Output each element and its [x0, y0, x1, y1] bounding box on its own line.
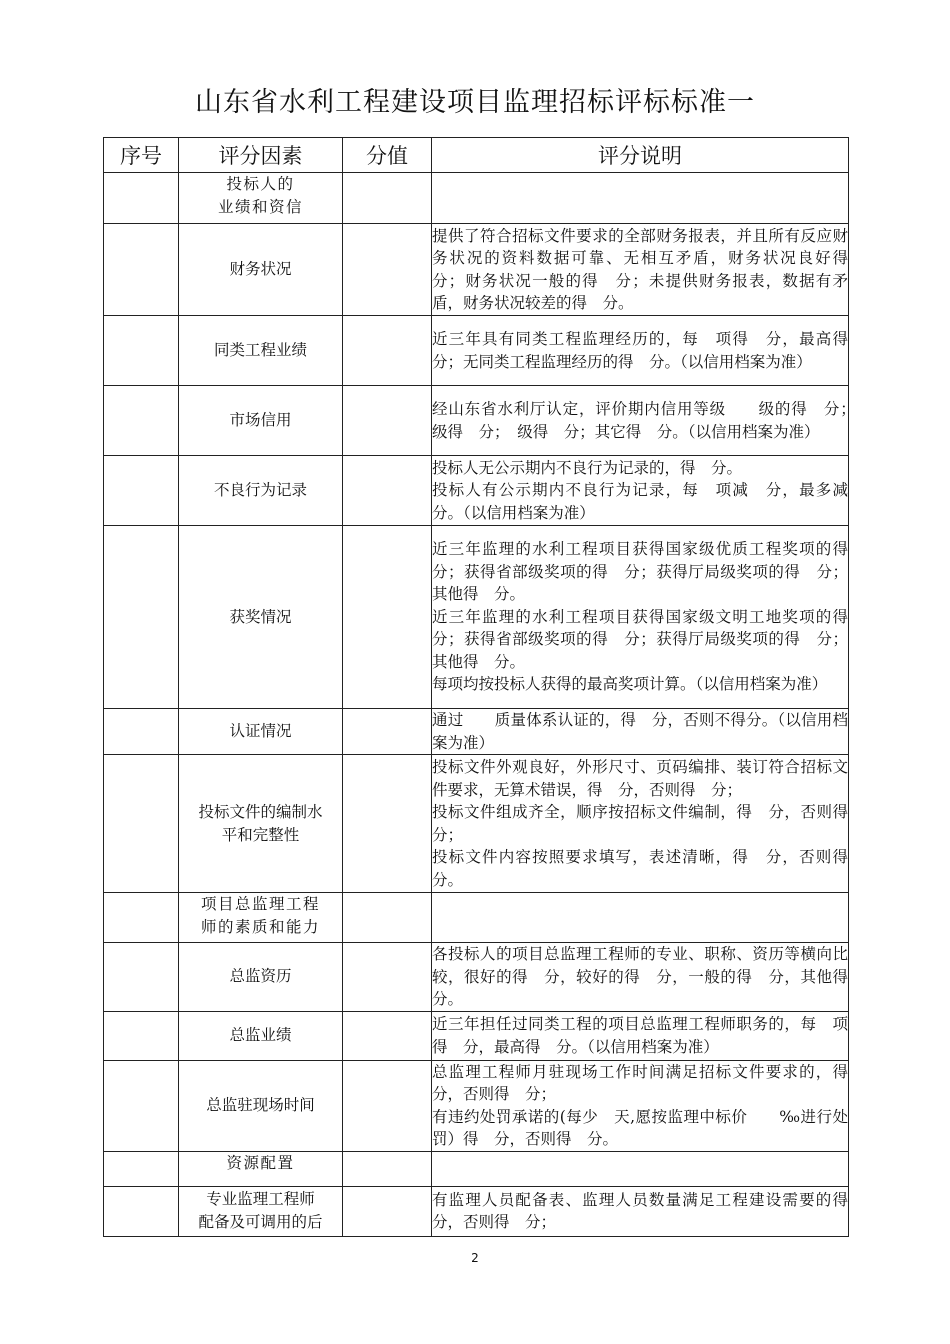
- description-cell: [432, 173, 849, 224]
- factor-cell: [179, 526, 343, 709]
- table-row: [104, 173, 849, 224]
- table-row: [104, 224, 849, 316]
- score-cell: [343, 755, 432, 893]
- description-cell: [432, 386, 864, 456]
- description-cell: [432, 709, 849, 755]
- seq-cell: [104, 1060, 179, 1151]
- description-cell: [432, 526, 864, 709]
- table-row: [104, 1060, 849, 1151]
- factor-line: 项目总监理工程: [200, 895, 320, 913]
- factor-line: 获奖情况: [229, 607, 292, 626]
- table-row: [104, 1186, 849, 1236]
- seq-cell: [104, 173, 179, 224]
- seq-cell: [104, 526, 179, 709]
- description-paragraph: 投标文件外观良好，外形尺寸、页码编排、装订符合招标文件要求，无算术错误，得 分，否则得 分；: [432, 758, 848, 799]
- factor-cell: [179, 755, 343, 893]
- description-cell: [432, 224, 864, 316]
- table-row: [104, 456, 849, 526]
- table-row: [104, 709, 849, 755]
- seq-cell: [104, 893, 179, 943]
- factor-line: 专业监理工程师: [206, 1190, 315, 1208]
- factor-cell: [179, 456, 343, 526]
- factor-line: 同类工程业绩: [213, 341, 307, 359]
- factor-line: 财务状况: [229, 260, 292, 278]
- factor-line: 认证情况: [229, 722, 292, 740]
- score-cell: [343, 316, 432, 386]
- section-heading-cell: [179, 893, 343, 943]
- description-paragraph: 投标文件组成齐全，顺序按招标文件编制，得 分，否则得 分；: [432, 803, 864, 844]
- header-desc: 评分说明: [432, 138, 849, 173]
- factor-line: 总监驻现场时间: [206, 1096, 315, 1114]
- seq-cell: [104, 709, 179, 755]
- factor-line: 师的素质和能力: [200, 918, 320, 936]
- score-cell: [343, 386, 432, 456]
- table-row: [104, 943, 849, 1012]
- factor-line: 配备及可调用的后: [198, 1213, 323, 1231]
- score-cell: [343, 224, 432, 316]
- description-paragraph: 每项均按投标人获得的最高奖项计算。（以信用档案为准）: [432, 675, 828, 694]
- description-cell: [432, 456, 864, 526]
- factor-line: 总监业绩: [229, 1026, 292, 1044]
- document-title: 山东省水利工程建设项目监理招标评标标准一: [195, 87, 755, 118]
- description-paragraph: 各投标人的项目总监理工程师的专业、职称、资历等横向比较，很好的得 分，较好的得 分，一般的得 分，其他得 分。: [432, 945, 864, 1008]
- description-paragraph: 投标文件内容按照要求填写，表述清晰，得 分，否则得 分。: [432, 848, 864, 889]
- factor-line: 市场信用: [229, 411, 292, 429]
- table-row: [104, 386, 849, 456]
- section-heading-cell: [179, 1151, 343, 1186]
- header-seq: 序号: [104, 138, 179, 173]
- description-paragraph: 总监理工程师月驻现场工作时间满足招标文件要求的，得 分，否则得 分；: [432, 1062, 864, 1103]
- description-paragraph: 投标人有公示期内不良行为记录，每 项减 分，最多减 分。（以信用档案为准）: [432, 481, 864, 522]
- seq-cell: [104, 1011, 179, 1060]
- score-cell: [343, 893, 432, 943]
- factor-line: 平和完整性: [221, 825, 300, 844]
- seq-cell: [104, 386, 179, 456]
- table-row: [104, 1011, 849, 1060]
- description-cell: [432, 1151, 849, 1186]
- description-cell: [432, 1060, 864, 1151]
- factor-cell: [179, 224, 343, 316]
- seq-cell: [104, 224, 179, 316]
- seq-cell: [104, 1151, 179, 1186]
- score-cell: [343, 1151, 432, 1186]
- seq-cell: [104, 456, 179, 526]
- description-paragraph: 经山东省水利厅认定，评价期内信用等级 级的得 分； 级得 分； 级得 分；其它得 分。（以信用档案为准）: [432, 400, 864, 441]
- description-cell: [432, 755, 864, 893]
- factor-cell: [179, 316, 343, 386]
- header-factor: 评分因素: [179, 138, 343, 173]
- description-paragraph: 近三年担任过同类工程的项目总监理工程师职务的，每 项得 分，最高得 分。（以信用档案为准）: [432, 1015, 848, 1056]
- factor-line: 投标人的: [226, 175, 295, 193]
- table-row: [104, 893, 849, 943]
- table-body: [104, 173, 864, 1237]
- description-cell: [432, 943, 864, 1012]
- factor-cell: [179, 1060, 343, 1151]
- score-cell: [343, 1011, 432, 1060]
- seq-cell: [104, 755, 179, 893]
- section-heading-cell: [179, 173, 343, 224]
- seq-cell: [104, 1186, 179, 1236]
- factor-cell: [179, 1186, 343, 1236]
- score-cell: [343, 709, 432, 755]
- score-cell: [343, 526, 432, 709]
- factor-cell: [179, 943, 343, 1012]
- factor-line: 不良行为记录: [213, 481, 307, 499]
- description-paragraph: 近三年监理的水利工程项目获得国家级优质工程奖项的得 分；获得省部级奖项的得 分；获得厅局级奖项的得 分；其他得 分。: [432, 540, 864, 604]
- description-paragraph: 提供了符合招标文件要求的全部财务报表，并且所有反应财务状况的资料数据可靠、无相互矛盾，财务状况良好得 分；财务状况一般的得 分；未提供财务报表，数据有矛盾，财务状况较差的得 分。: [432, 226, 864, 312]
- factor-line: 业绩和资信: [217, 198, 303, 216]
- table-row: [104, 755, 849, 893]
- description-paragraph: 近三年监理的水利工程项目获得国家级文明工地奖项的得 分；获得省部级奖项的得 分；获得厅局级奖项的得 分；其他得 分。: [432, 607, 864, 671]
- factor-line: 资源配置: [226, 1153, 295, 1172]
- factor-line: 总监资历: [229, 967, 292, 986]
- factor-line: 投标文件的编制水: [198, 802, 323, 821]
- factor-cell: [179, 386, 343, 456]
- description-paragraph: 通过 质量体系认证的，得 分，否则不得分。（以信用档案为准）: [432, 711, 848, 752]
- description-cell: [432, 1011, 849, 1060]
- description-paragraph: 近三年具有同类工程监理经历的，每 项得 分，最高得 分；无同类工程监理经历的得 分。（以信用档案为准）: [432, 330, 864, 371]
- description-cell: [432, 316, 864, 386]
- score-cell: [343, 943, 432, 1012]
- score-cell: [343, 1186, 432, 1236]
- score-cell: [343, 1060, 432, 1151]
- score-cell: [343, 456, 432, 526]
- header-row: [104, 138, 849, 173]
- header-score: 分值: [343, 138, 432, 173]
- scoring-table: [103, 137, 864, 1237]
- seq-cell: [104, 943, 179, 1012]
- table-row: [104, 316, 849, 386]
- seq-cell: [104, 316, 179, 386]
- description-paragraph: 有监理人员配备表、监理人员数量满足工程建设需要的得 分，否则得 分；: [432, 1190, 864, 1231]
- description-paragraph: 有违约处罚承诺的(每少 天,愿按监理中标价 ‰进行处罚）得 分，否则得 分。: [432, 1107, 848, 1148]
- page-number: 2: [471, 1251, 479, 1265]
- description-paragraph: 投标人无公示期内不良行为记录的，得 分。: [432, 458, 743, 477]
- description-cell: [432, 1186, 864, 1236]
- table-row: [104, 1151, 849, 1186]
- factor-cell: [179, 1011, 343, 1060]
- table-row: [104, 526, 849, 709]
- score-cell: [343, 173, 432, 224]
- factor-cell: [179, 709, 343, 755]
- description-cell: [432, 893, 849, 943]
